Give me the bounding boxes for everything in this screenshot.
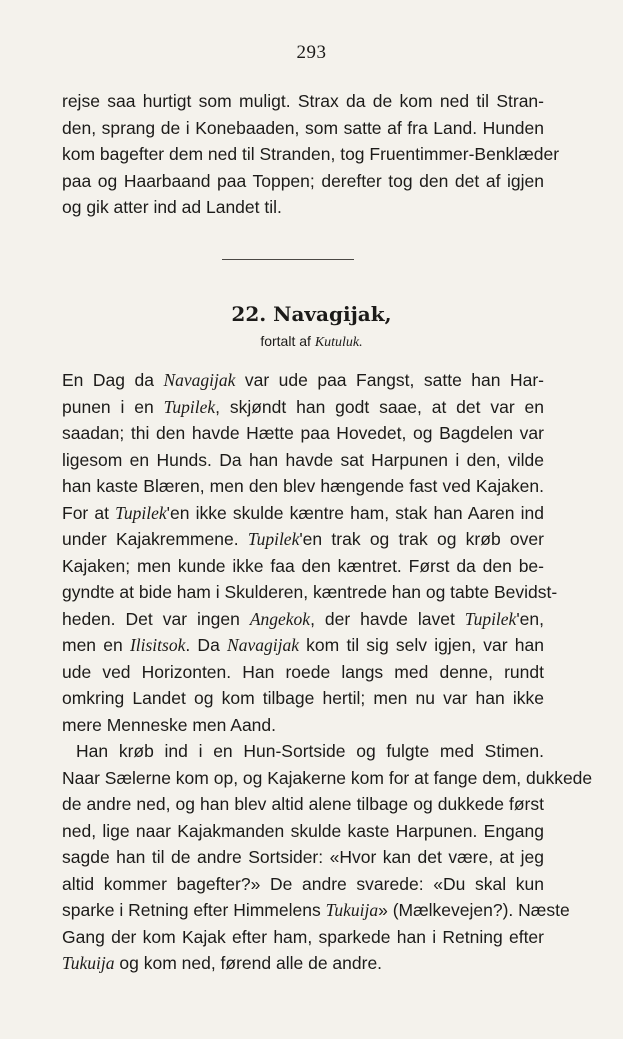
text-run: kom til sig selv igjen, var han: [298, 635, 544, 655]
text-line: rejse saa hurtigt som muligt. Strax da de kom ned til Stran-: [62, 91, 544, 111]
text-run: var ude paa Fangst, satte han Har-: [235, 370, 544, 390]
text-run: 'en,: [516, 608, 544, 629]
text-line: kom bagefter dem ned til Stranden, tog Fruentimmer-Benklæder: [62, 144, 560, 164]
section-divider: [222, 259, 354, 260]
text-run: . Da: [185, 635, 228, 655]
text-line: [62, 606, 544, 633]
text-run: altid kommer bagefter?» De andre svarede: «Du skal kun: [62, 873, 544, 894]
text-line: [62, 659, 544, 686]
text-run: sagde han til de andre Sortsider: «Hvor kan det være, at jeg: [62, 847, 544, 867]
text-run: For at: [62, 502, 116, 523]
text-run: under Kajakremmene.: [62, 529, 248, 549]
text-run: , skjøndt han godt saae, at det var en: [215, 396, 544, 417]
text-run: og kom ned, førend alle de andre.: [114, 953, 383, 973]
text-run: ude ved Horizonten. Han roede langs med denne, rundt: [62, 661, 544, 682]
text-run: , der havde lavet: [310, 608, 465, 629]
text-line: den, sprang de i Konebaaden, som satte af fra Land. Hunden: [62, 117, 544, 138]
text-run: de andre ned, og han blev altid alene tilbage og dukkede først: [62, 794, 544, 814]
text-run: Han krøb ind i en Hun-Sortside og fulgte med Stimen.: [76, 741, 544, 761]
text-line: [62, 844, 544, 871]
italic-word: Tupilek: [115, 502, 167, 523]
page-number: 293: [296, 42, 327, 63]
text-line: [62, 420, 544, 447]
text-line: [62, 738, 544, 765]
text-run: men en: [62, 635, 130, 655]
text-run: heden. Det var ingen: [62, 608, 250, 629]
text-run: 'en trak og trak og krøb over: [299, 529, 544, 549]
italic-word: Angekok: [249, 608, 311, 629]
text-run: han kaste Blæren, men den blev hængende fast ved Kajaken.: [62, 476, 544, 496]
text-run: Naar Sælerne kom op, og Kajakerne kom for at fange dem, dukkede: [62, 767, 593, 788]
text-run: ned, lige naar Kajakmanden skulde kaste Harpunen. Engang: [62, 820, 544, 841]
italic-word: Navagijak: [227, 635, 299, 655]
chapter-title: 22. Navagijak,: [231, 302, 392, 326]
text-line: paa og Haarbaand paa Toppen; derefter tog den det af igjen: [62, 170, 544, 191]
text-line: [62, 791, 544, 818]
text-run: sparke i Retning efter Himmelens: [62, 900, 326, 920]
text-line: [62, 897, 570, 924]
text-line: [62, 632, 544, 659]
text-run: omkring Landet og kom tilbage hertil; men nu var han ikke: [62, 688, 544, 708]
text-line: [62, 447, 544, 474]
narrator-prefix: fortalt af: [260, 333, 311, 349]
text-line: [62, 924, 544, 951]
text-line: [62, 526, 544, 553]
text-line: [62, 553, 544, 580]
text-run: gyndte at bide ham i Skulderen, kæntrede han og tabte Bevidst-: [62, 582, 558, 602]
text-line: [62, 950, 544, 977]
text-line: [62, 367, 544, 394]
text-line: [62, 818, 544, 845]
text-line: [62, 394, 544, 421]
italic-word: Tukuija: [62, 953, 115, 973]
text-run: 'en ikke skulde kæntre ham, stak han Aaren ind: [166, 502, 544, 523]
chapter-narrator: [0, 333, 623, 351]
text-run: Kajaken; men kunde ikke faa den kæntret. Først da den be-: [62, 555, 544, 576]
text-line: [62, 712, 544, 739]
text-line: [62, 871, 544, 898]
narrator-name: Kutuluk.: [314, 335, 363, 350]
text-run: punen i en: [62, 396, 164, 417]
text-run: En Dag da: [62, 370, 164, 390]
text-line: [62, 500, 544, 527]
text-run: Gang der kom Kajak efter ham, sparkede han i Retning efter: [62, 926, 544, 947]
text-line: og gik atter ind ad Landet til.: [62, 197, 282, 217]
story-text: [62, 367, 593, 977]
italic-word: Tupilek: [163, 396, 216, 417]
text-run: mere Menneske men Aand.: [62, 714, 277, 735]
intro-paragraph: [62, 88, 560, 221]
italic-word: Tupilek: [247, 529, 300, 549]
italic-word: Tukuija: [325, 900, 379, 920]
text-line: [62, 579, 558, 606]
text-line: [62, 685, 544, 712]
italic-word: Ilisitsok: [129, 635, 186, 655]
text-line: [62, 765, 593, 792]
text-run: » (Mælkevejen?). Næste: [378, 900, 570, 920]
italic-word: Tupilek: [464, 608, 517, 629]
italic-word: Navagijak: [163, 370, 236, 390]
text-run: ligesom en Hunds. Da han havde sat Harpunen i den, vilde: [62, 449, 544, 470]
text-run: saadan; thi den havde Hætte paa Hovedet, og Bagdelen var: [62, 423, 544, 443]
text-line: [62, 473, 544, 500]
